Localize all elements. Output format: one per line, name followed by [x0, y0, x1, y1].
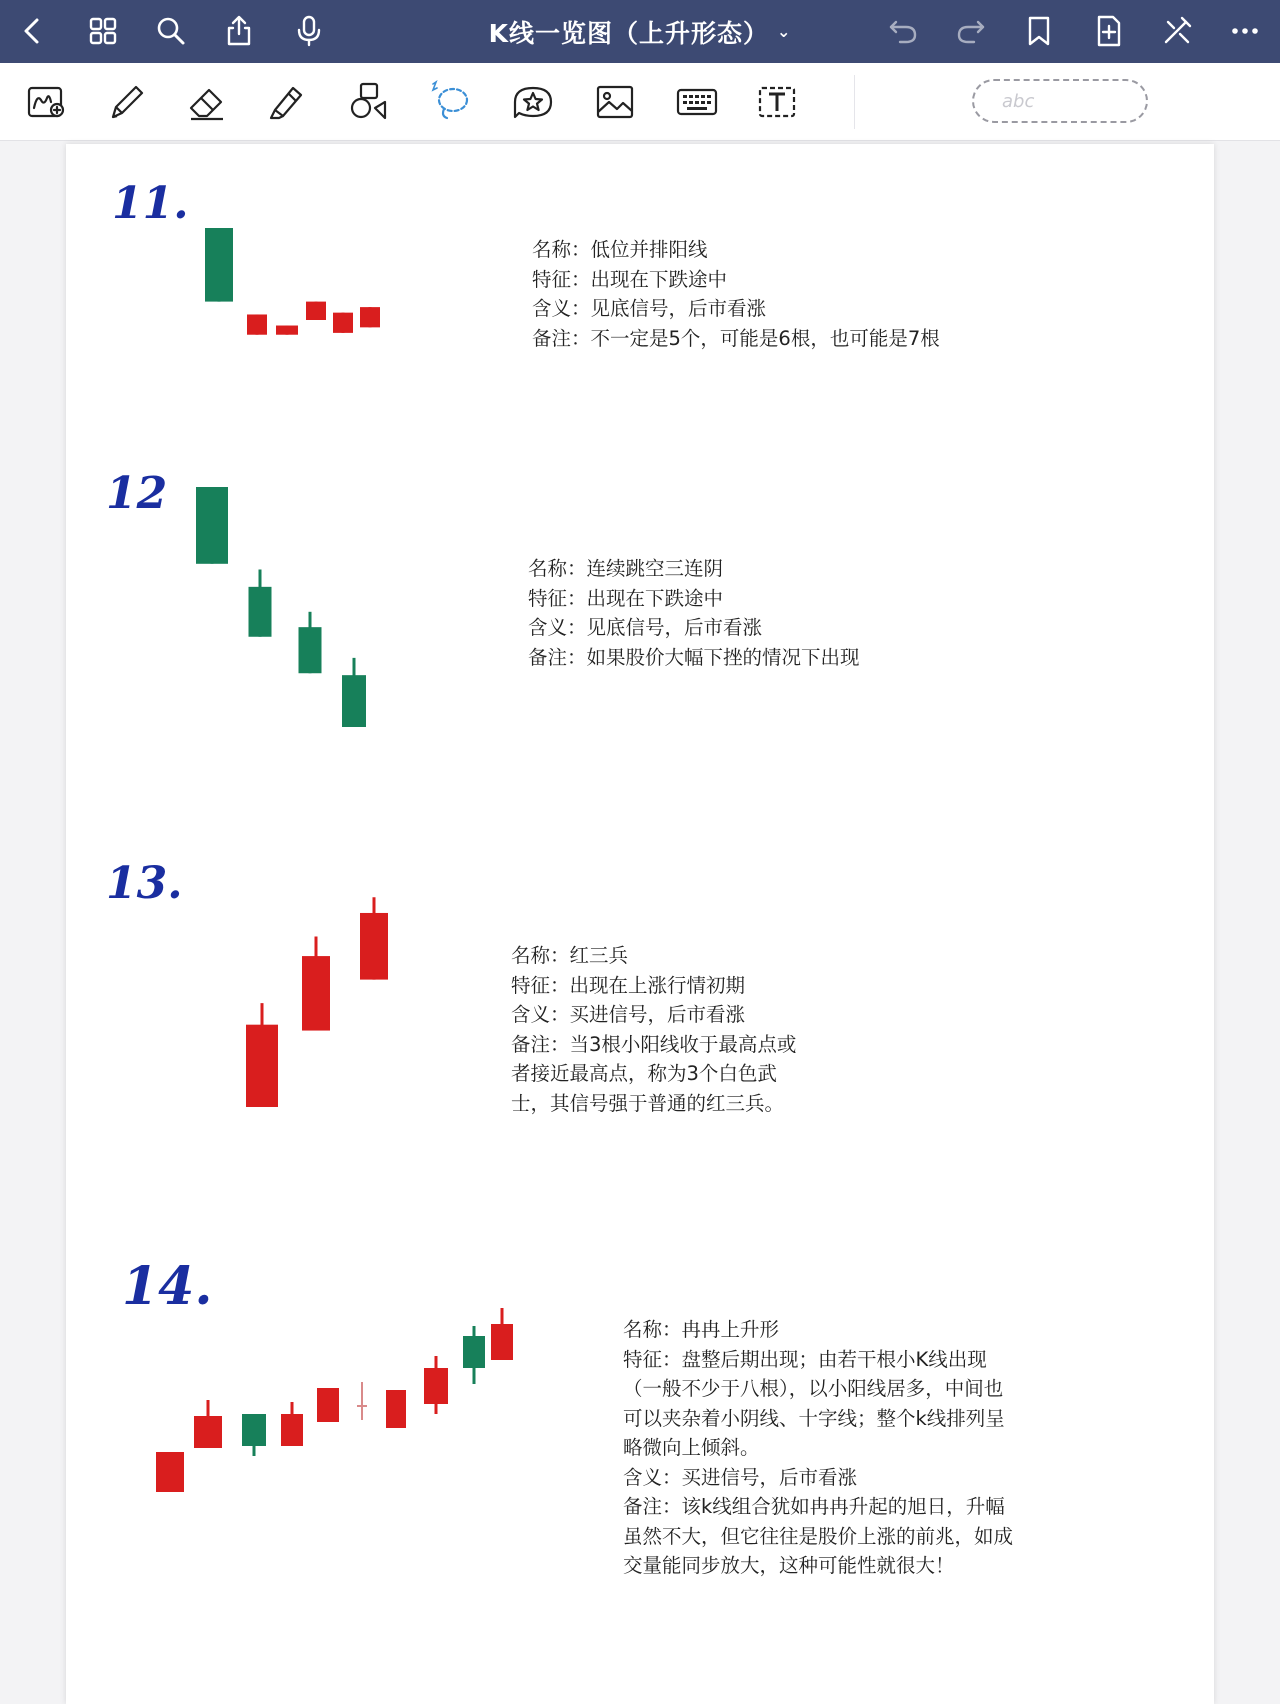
- image-icon[interactable]: [590, 77, 640, 127]
- candle-body: [424, 1368, 448, 1404]
- candle-body: [333, 313, 353, 333]
- description-line: 特征：出现在下跌途中: [528, 586, 724, 610]
- pattern-description-12: [528, 554, 860, 672]
- description-line: 名称：连续跳空三连阴: [528, 557, 724, 580]
- add-page-icon[interactable]: [1086, 8, 1132, 54]
- description-line: 名称：冉冉上升形: [623, 1318, 780, 1341]
- candlestick-2: [249, 570, 272, 637]
- candlestick-2: [194, 1400, 222, 1448]
- candle-body: [246, 1025, 278, 1107]
- candlestick-8: [424, 1356, 448, 1414]
- candlestick-4: [281, 1402, 303, 1446]
- description-line: 名称：红三兵: [511, 944, 629, 967]
- text-box-icon[interactable]: [752, 77, 802, 127]
- pattern-number-11: 11.: [112, 178, 189, 229]
- description-line: 备注：当3根小阳线收于最高点或: [511, 1032, 797, 1056]
- description-line: 含义：买进信号，后市看涨: [511, 1003, 746, 1026]
- pattern-description-13: [511, 941, 796, 1118]
- candle-body: [249, 587, 272, 637]
- description-line: 名称：低位并排阳线: [532, 238, 708, 261]
- candlestick-9: [463, 1326, 485, 1384]
- description-line: （一般不少于八根），以小阳线居多，中间也: [623, 1377, 1004, 1400]
- candle-body: [306, 302, 326, 320]
- shapes-icon[interactable]: [344, 77, 394, 127]
- chevron-down-icon: ⌄: [776, 22, 792, 41]
- search-icon[interactable]: [148, 8, 194, 54]
- candlestick-4: [306, 302, 326, 320]
- handwriting-zoom-icon[interactable]: [22, 77, 72, 127]
- description-line: 备注：不一定是5个，可能是6根，也可能是7根: [532, 326, 940, 350]
- document-title[interactable]: [440, 0, 840, 63]
- candlestick-10: [491, 1308, 513, 1360]
- candlestick-7: [386, 1390, 406, 1428]
- handwriting-text-placeholder: abc: [1002, 90, 1035, 112]
- candle-body: [281, 1414, 303, 1446]
- candlestick-2: [302, 936, 330, 1030]
- candle-body: [491, 1324, 513, 1360]
- candlestick-3: [242, 1414, 266, 1456]
- back-icon[interactable]: [10, 8, 56, 54]
- description-line: 含义：买进信号，后市看涨: [623, 1465, 858, 1489]
- description-line: 者接近最高点，称为3个白色武: [511, 1062, 777, 1085]
- candlestick-3: [299, 612, 322, 673]
- sticker-icon[interactable]: [508, 77, 558, 127]
- candlestick-4: [342, 658, 366, 727]
- candlestick-3: [360, 897, 388, 979]
- pattern-number-14: 14.: [122, 1256, 213, 1317]
- highlighter-icon[interactable]: [262, 77, 312, 127]
- description-line: 备注：该k线组合犹如冉冉升起的旭日，升幅: [623, 1495, 1005, 1518]
- candle-body: [317, 1388, 339, 1422]
- description-line: 特征：出现在上涨行情初期: [511, 973, 746, 997]
- candle-body: [196, 487, 228, 564]
- candle-body: [194, 1416, 222, 1448]
- pattern-description-14: [623, 1315, 1013, 1581]
- toolbar-divider: [854, 75, 855, 129]
- description-line: 含义：见底信号，后市看涨: [528, 616, 763, 639]
- candle-body: [276, 326, 298, 335]
- pattern-number-13: 13.: [106, 858, 183, 909]
- lasso-icon[interactable]: [426, 77, 476, 127]
- description-line: 虽然不大，但它往往是股价上涨的前兆，如成: [623, 1524, 1014, 1548]
- microphone-icon[interactable]: [286, 8, 332, 54]
- pen-settings-icon[interactable]: [1154, 8, 1200, 54]
- candle-body: [360, 913, 388, 980]
- candle-body: [342, 675, 366, 727]
- candle-body: [242, 1414, 266, 1446]
- candlestick-1: [246, 1003, 278, 1107]
- description-line: 特征：盘整后期出现；由若干根小K线出现: [623, 1347, 987, 1371]
- description-line: 略微向上倾斜。: [623, 1436, 760, 1459]
- note-page: [66, 144, 1214, 1704]
- document-title-text: K线一览图（上升形态）: [488, 18, 769, 48]
- candle-body: [302, 956, 330, 1030]
- pattern-description-11: [532, 235, 940, 353]
- candlestick-5: [333, 313, 353, 333]
- top-navigation-bar: [0, 0, 1280, 63]
- candlestick-1: [196, 487, 228, 564]
- share-icon[interactable]: [216, 8, 262, 54]
- description-line: 士，其信号强于普通的红三兵。: [511, 1091, 785, 1115]
- undo-icon[interactable]: [880, 8, 926, 54]
- candlestick-1: [156, 1452, 184, 1492]
- candle-body: [360, 307, 380, 327]
- eraser-icon[interactable]: [182, 77, 232, 127]
- candle-body: [386, 1390, 406, 1428]
- candle-body: [247, 314, 267, 334]
- grid-view-icon[interactable]: [80, 8, 126, 54]
- redo-icon[interactable]: [948, 8, 994, 54]
- candlestick-1: [205, 228, 233, 302]
- description-line: 备注：如果股价大幅下挫的情况下出现: [528, 645, 860, 669]
- more-options-icon[interactable]: [1222, 8, 1268, 54]
- candlestick-6: [360, 307, 380, 327]
- description-line: 含义：见底信号，后市看涨: [532, 297, 767, 320]
- pen-icon[interactable]: [102, 77, 152, 127]
- description-line: 可以夹杂着小阴线、十字线；整个k线排列呈: [623, 1406, 1005, 1430]
- candle-body: [299, 627, 322, 673]
- candle-body: [463, 1336, 485, 1368]
- handwriting-text-box[interactable]: [972, 79, 1148, 123]
- candlestick-6: [357, 1382, 367, 1420]
- description-line: 特征：出现在下跌途中: [532, 267, 728, 291]
- bookmark-icon[interactable]: [1016, 8, 1062, 54]
- drawing-toolbar: [0, 63, 1280, 141]
- pattern-number-12: 12: [106, 468, 168, 519]
- candlestick-5: [317, 1388, 339, 1422]
- description-line: 交量能同步放大，这种可能性就很大！: [623, 1554, 955, 1577]
- candlestick-3: [276, 326, 298, 335]
- candle-body: [156, 1452, 184, 1492]
- candle-body: [205, 228, 233, 302]
- candlestick-2: [247, 314, 267, 334]
- keyboard-icon[interactable]: [672, 77, 722, 127]
